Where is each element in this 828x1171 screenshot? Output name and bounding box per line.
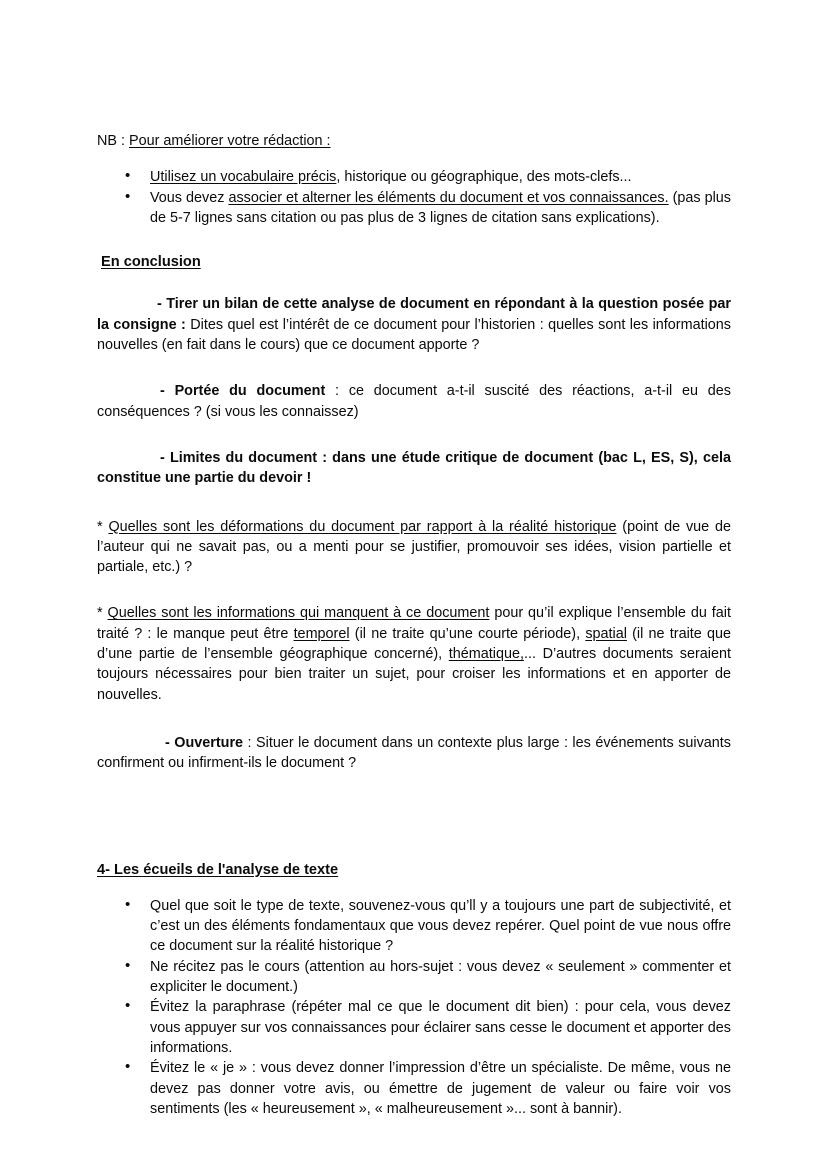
manquent-underlined-head: Quelles sont les informations qui manquent à ce document <box>107 605 490 622</box>
manquent-segment-1: pour qu’il explique l’ensemble du fait traité ? : le manque peut être <box>97 605 731 642</box>
portee-rest: : ce document a-t-il suscité des réactions, a-t-il eu des conséquences ? (si vous les connaissez) <box>97 383 731 420</box>
portee-bold-lead: - Portée du document <box>160 383 326 400</box>
bullet-rest: , historique ou géographique, des mots-clefs... <box>336 169 632 186</box>
bullet-underlined-text: associer et alterner les éléments du document et vos connaissances. <box>228 189 669 206</box>
deformations-underlined-text: Quelles sont les déformations du document par rapport à la réalité historique <box>108 518 617 535</box>
list-item <box>97 167 731 187</box>
nb-underlined-text: Pour améliorer votre rédaction : <box>129 133 331 149</box>
nb-bullet-list <box>97 167 731 228</box>
manquent-segment-4: ... D’autres documents seraient toujours nécessaires pour bien traiter un sujet, pour croiser les informations et en apporter de nouvelles. <box>97 646 731 703</box>
list-item: • Évitez le « je » : vous devez donner l’impression d’être un spécialiste. De même, vous ne devez pas donner votre avis, ou émettre de jugement de valeur ou faire voir vos sentiments (les « heureusement », « malheureusement »... sont à bannir). <box>97 1058 731 1119</box>
ecueils-bullet-list <box>97 896 731 1119</box>
list-item: • Quel que soit le type de texte, souvenez-vous qu’ll y a toujours une part de subjectivité, et c’est un des éléments fondamentaux que vous devez repérer. Quel point de vue nous offre ce document sur la réalité historique ? <box>97 896 731 957</box>
limites-bold-text: - Limites du document : dans une étude critique de document (bac L, ES, S), cela constitue une partie du devoir ! <box>97 449 731 487</box>
document-body <box>97 131 731 1119</box>
bullet-rest: (pas plus de 5-7 lignes sans citation ou pas plus de 3 lignes de citation sans explications). <box>150 189 732 226</box>
nb-label: NB : <box>97 133 129 149</box>
asterisk-marker: * <box>97 518 109 535</box>
section-heading-ecueils: 4- Les écueils de l'analyse de texte <box>97 861 339 878</box>
bullet-lead: Vous devez <box>150 189 229 206</box>
conclusion-item-portee <box>97 381 731 422</box>
list-item: • Évitez la paraphrase (répéter mal ce que le document dit bien) : pour cela, vous devez vous appuyer sur vos connaissances pour éclairer sans cesse le document et apporter des informations. <box>97 997 731 1058</box>
manquent-underlined-spatial: spatial <box>585 625 627 642</box>
section-heading-conclusion: En conclusion <box>101 254 201 271</box>
manquent-segment-2: (il ne traite qu’une courte période), <box>349 625 586 642</box>
conclusion-bold-lead: - Tirer un bilan de cette analyse de document en répondant à la question posée par la consigne : <box>97 296 731 333</box>
bullet-underlined-lead: Utilisez un vocabulaire précis <box>150 169 337 186</box>
star-paragraph-deformations <box>97 517 731 578</box>
star-paragraph-manquent <box>97 603 731 704</box>
ouverture-rest: : Situer le document dans un contexte plus large : les événements suivants confirment ou infirment-ils le document ? <box>97 734 731 772</box>
ouverture-bold-lead: - Ouverture <box>165 734 244 751</box>
nb-paragraph <box>97 131 731 151</box>
conclusion-item-ouverture <box>97 733 731 774</box>
list-item <box>97 188 731 229</box>
conclusion-rest: Dites quel est l’intérêt de ce document pour l’historien : quelles sont les informations nouvelles (en fait dans le cours) que ce document apporte ? <box>97 316 731 354</box>
manquent-underlined-thematique: thématique, <box>448 646 524 663</box>
manquent-underlined-temporel: temporel <box>293 625 350 642</box>
manquent-segment-3: (il ne traite que d’une partie de l’ensemble géographique concerné), <box>97 625 731 663</box>
deformations-rest: (point de vue de l’auteur qui ne savait pas, ou a menti pour se justifier, promouvoir ses idées, vision partielle et partiale, etc.) ? <box>97 518 731 576</box>
conclusion-item-limites <box>97 448 731 489</box>
list-item: • Ne récitez pas le cours (attention au hors-sujet : vous devez « seulement » commenter et expliciter le document.) <box>97 957 731 998</box>
conclusion-item-bilan <box>97 294 731 355</box>
asterisk-marker: * <box>97 605 108 622</box>
